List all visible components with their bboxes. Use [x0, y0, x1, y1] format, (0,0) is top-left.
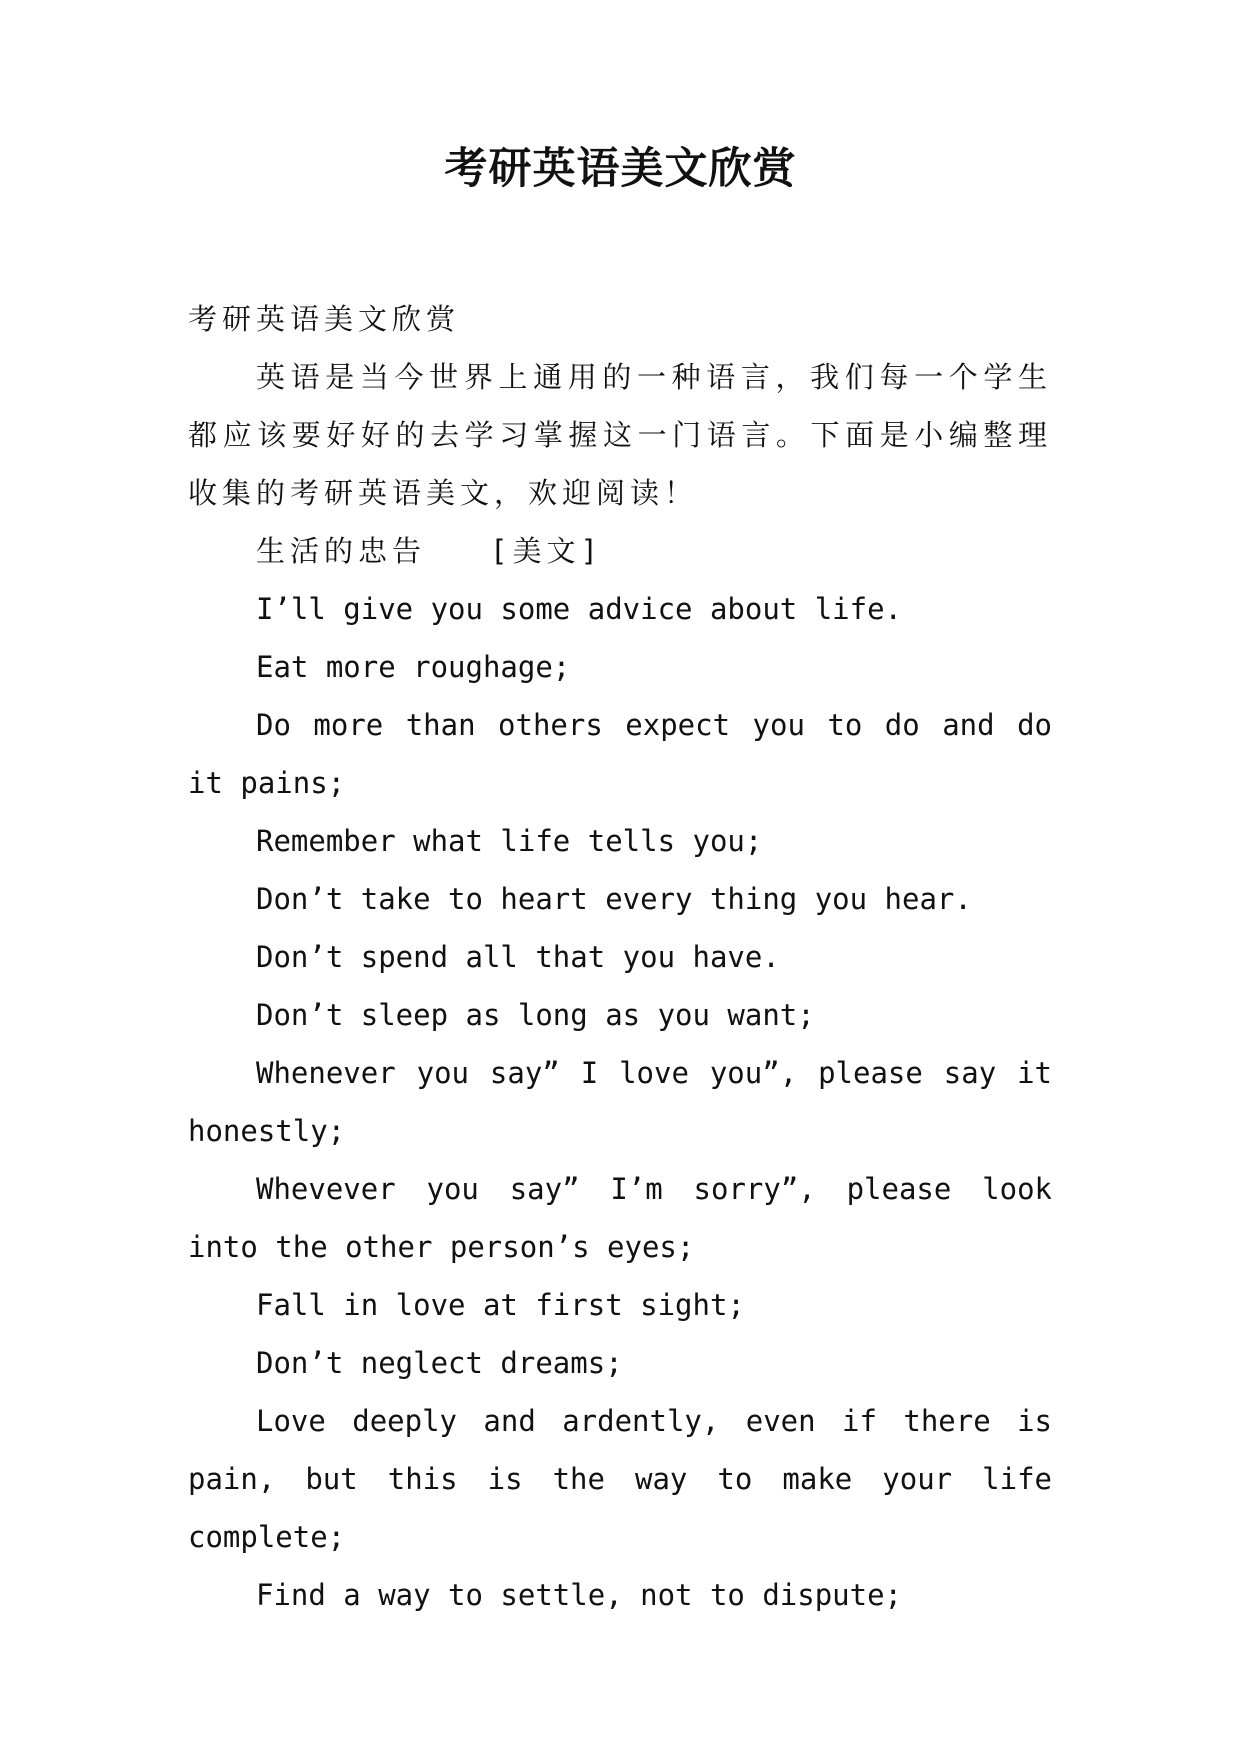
- section-heading-line: [188, 522, 1052, 580]
- advice-line: Find a way to settle, not to dispute;: [256, 1578, 903, 1612]
- advice-line: I’ll give you some advice about life.: [256, 592, 903, 626]
- advice-line: Fall in love at first sight;: [256, 1288, 745, 1322]
- advice-line: Don’t neglect dreams;: [256, 1346, 623, 1380]
- advice-line: Love deeply and ardently, even if there is pain, but this is the way to make your life complete;: [188, 1404, 1052, 1554]
- document-body: [188, 290, 1052, 1624]
- advice-line: Don’t take to heart every thing you hear.: [256, 882, 972, 916]
- document-title: 考研英语美文欣赏: [444, 144, 797, 194]
- advice-line: Do more than others expect you to do and do it pains;: [188, 708, 1052, 800]
- advice-line: Remember what life tells you;: [256, 824, 763, 858]
- advice-line: Whevever you say” I’m sorry”, please look into the other person’s eyes;: [188, 1172, 1052, 1264]
- advice-line: Don’t sleep as long as you want;: [256, 998, 815, 1032]
- document-subtitle: 考研英语美文欣赏: [188, 302, 461, 336]
- intro-paragraph: 英语是当今世界上通用的一种语言，我们每一个学生都应该要好好的去学习掌握这一门语言。下面是小编整理收集的考研英语美文，欢迎阅读！: [188, 360, 1052, 510]
- advice-line: Don’t spend all that you have.: [256, 940, 780, 974]
- advice-line: Eat more roughage;: [256, 650, 571, 684]
- section-heading: 生活的忠告: [256, 534, 427, 568]
- advice-line: Whenever you say” I love you”, please say it honestly;: [188, 1056, 1052, 1148]
- section-tag: [美文]: [490, 534, 603, 568]
